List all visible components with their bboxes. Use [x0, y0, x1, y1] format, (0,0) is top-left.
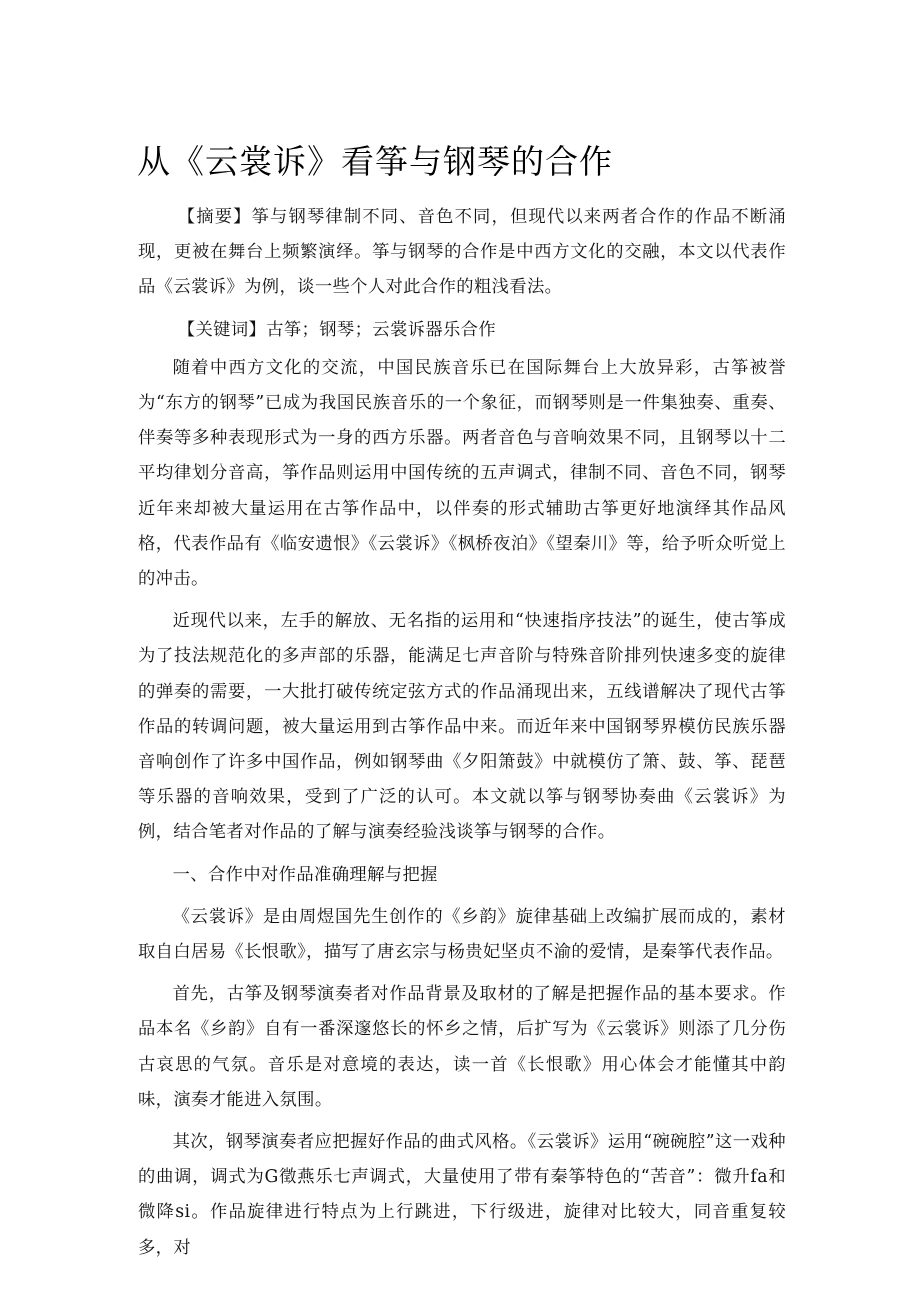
document-title: 从《云裳诉》看筝与钢琴的合作: [137, 142, 613, 181]
body-paragraph: 其次，钢琴演奏者应把握好作品的曲式风格。《云裳诉》运用“碗碗腔”这一戏种的曲调，调式为G徵燕乐七声调式，大量使用了带有秦筝特色的“苦音”：微升fa和微降si。作品旋律进行特点为上行跳进，下行级进，旋律对比较大，同音重复较多，对: [138, 1132, 786, 1258]
body-paragraph: 《云裳诉》是由周煜国先生创作的《乡韵》旋律基础上改编扩展而成的，素材取自白居易《长恨歌》，描写了唐玄宗与杨贵妃坚贞不渝的爱情，是秦筝代表作品。: [138, 906, 786, 963]
body-paragraph: 近现代以来，左手的解放、无名指的运用和“快速指序技法”的诞生，使古筝成为了技法规范化的多声部的乐器，能满足七声音阶与特殊音阶排列快速多变的旋律的弹奏的需要，一大批打破传统定弦方式的作品涌现出来，五线谱解决了现代古筝作品的转调问题，被大量运用到古筝作品中来。而近年来中国钢琴界模仿民族乐器音响创作了许多中国作品，例如钢琴曲《夕阳箫鼓》中就模仿了箫、鼓、筝、琵琶等乐器的音响效果，受到了广泛的认可。本文就以筝与钢琴协奏曲《云裳诉》为例，结合笔者对作品的了解与演奏经验浅谈筝与钢琴的合作。: [138, 611, 786, 843]
document-body: [138, 200, 786, 1266]
body-paragraph: 随着中西方文化的交流，中国民族音乐已在国际舞台上大放异彩，古筝被誉为“东方的钢琴”已成为我国民族音乐的一个象征，而钢琴则是一件集独奏、重奏、伴奏等多种表现形式为一身的西方乐器。两者音色与音响效果不同，且钢琴以十二平均律划分音高，筝作品则运用中国传统的五声调式，律制不同、音色不同，钢琴近年来却被大量运用在古筝作品中，以伴奏的形式辅助古筝更好地演绎其作品风格，代表作品有《临安遗恨》《云裳诉》《枫桥夜泊》《望秦川》等，给予听众听觉上的冲击。: [138, 357, 786, 590]
keywords-paragraph: 【关键词】古筝；钢琴；云裳诉器乐合作: [177, 319, 497, 340]
section-heading: 一、合作中对作品准确理解与把握: [172, 864, 438, 885]
body-paragraph: 首先，古筝及钢琴演奏者对作品背景及取材的了解是把握作品的基本要求。作品本名《乡韵》自有一番深邃悠长的怀乡之情，后扩写为《云裳诉》则添了几分伤古哀思的气氛。音乐是对意境的表达，读一首《长恨歌》用心体会才能懂其中韵味，演奏才能进入氛围。: [138, 984, 786, 1110]
abstract-paragraph: 【摘要】筝与钢琴律制不同、音色不同，但现代以来两者合作的作品不断涌现，更被在舞台上频繁演绎。筝与钢琴的合作是中西方文化的交融，本文以代表作品《云裳诉》为例，谈一些个人对此合作的粗浅看法。: [138, 207, 786, 298]
